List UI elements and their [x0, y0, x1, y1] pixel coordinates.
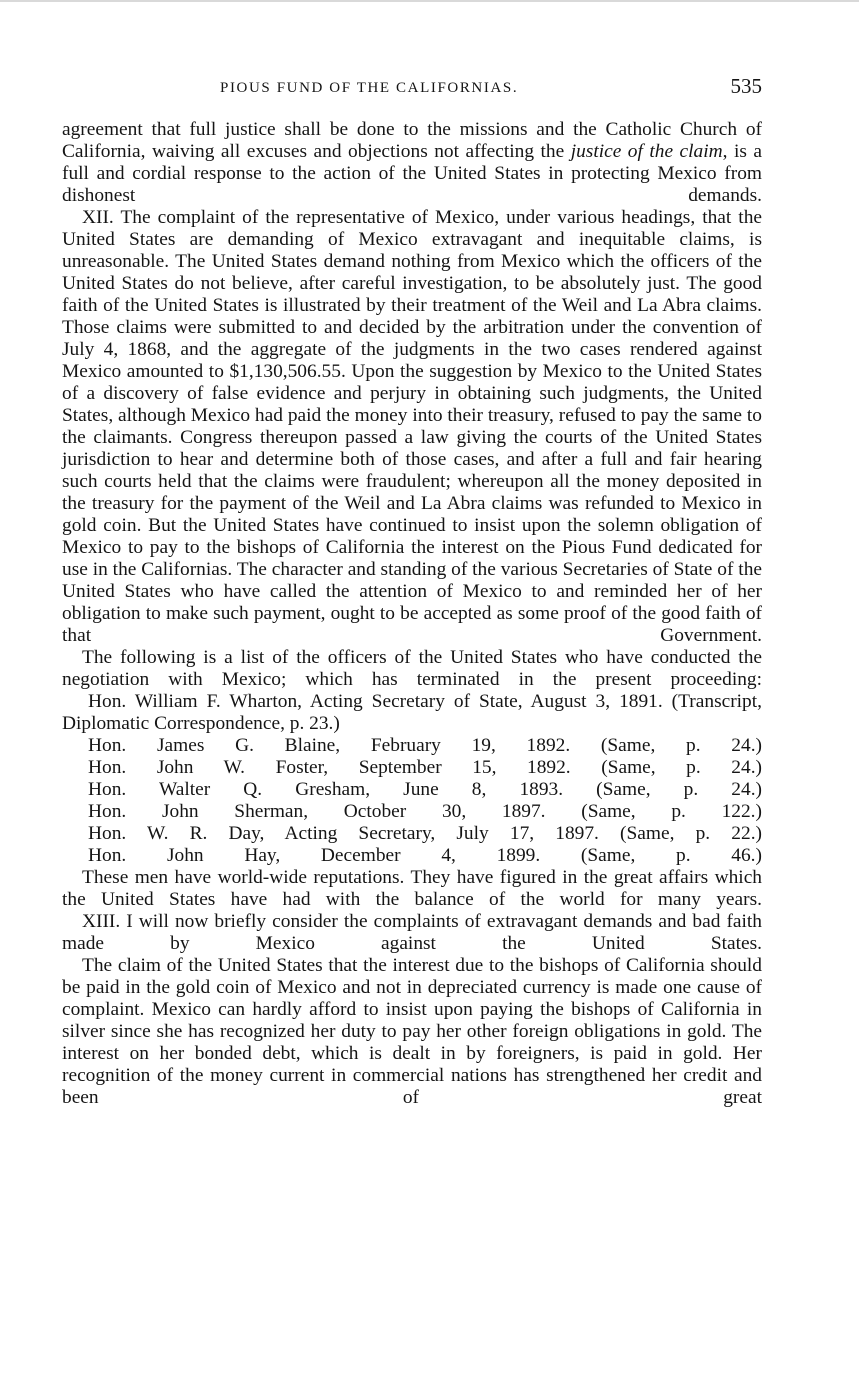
paragraph-reputations: These men have world-wide reputations. They have figured in the great affairs which the United States have had with the balance of the world for many years.	[62, 867, 762, 910]
officer-item: Hon. James G. Blaine, February 19, 1892. (Same, p. 24.)	[88, 735, 762, 756]
paragraph-continuation: agreement that full justice shall be done to the missions and the Catholic Church of California, waiving all excuses and objections not affecting the justice of the claim, is a full and cordial response to the action of the United States in protecting Mexico from dishonest demands.	[62, 119, 762, 206]
officer-item: Hon. William F. Wharton, Acting Secretary of State, August 3, 1891. (Transcript, Diplomatic Correspondence, p. 23.)	[62, 691, 762, 734]
officer-item: Hon. John W. Foster, September 15, 1892. (Same, p. 24.)	[88, 757, 762, 778]
officer-item: Hon. John Hay, December 4, 1899. (Same, p. 46.)	[88, 845, 762, 866]
paragraph-officers-intro: The following is a list of the officers of the United States who have conducted the negotiation with Mexico; which has terminated in the present proceeding:	[62, 647, 762, 690]
officer-item: Hon. John Sherman, October 30, 1897. (Same, p. 122.)	[88, 801, 762, 822]
body-text	[62, 119, 762, 1109]
page-header	[62, 76, 762, 106]
officer-item: Hon. W. R. Day, Acting Secretary, July 17, 1897. (Same, p. 22.)	[88, 823, 762, 844]
page-number: 535	[730, 74, 762, 98]
top-edge-line	[0, 0, 859, 2]
officer-item: Hon. Walter Q. Gresham, June 8, 1893. (Same, p. 24.)	[88, 779, 762, 800]
italic-phrase: justice of the claim	[570, 141, 723, 162]
running-title: PIOUS FUND OF THE CALIFORNIAS.	[220, 80, 519, 96]
officers-list	[62, 691, 762, 867]
paragraph-xiii: XIII. I will now briefly consider the complaints of extravagant demands and bad faith made by Mexico against the United States.	[62, 911, 762, 954]
paragraph-xii: XII. The complaint of the representative of Mexico, under various headings, that the United States are demanding of Mexico extravagant and inequitable claims, is unreasonable. The United States demand nothing from Mexico which the officers of the United States do not believe, after careful investigation, to be absolutely just. The good faith of the United States is illustrated by their treatment of the Weil and La Abra claims. Those claims were submitted to and decided by the arbitration under the convention of July 4, 1868, and the aggregate of the judgments in the two cases rendered against Mexico amounted to $1,130,506.55. Upon the suggestion by Mexico to the United States of a discovery of false evidence and perjury in obtaining such judgments, the United States, although Mexico had paid the money into their treasury, refused to pay the same to the claimants. Congress thereupon passed a law giving the courts of the United States jurisdiction to hear and determine both of those cases, and after a full and fair hearing such courts held that the claims were fraudulent; whereupon all the money deposited in the treasury for the payment of the Weil and La Abra claims was refunded to Mexico in gold coin. But the United States have continued to insist upon the solemn obligation of Mexico to pay to the bishops of California the interest on the Pious Fund dedicated for use in the Californias. The character and standing of the various Secretaries of State of the United States who have called the attention of Mexico to and reminded her of her obligation to make such payment, ought to be accepted as some proof of the good faith of that Government.	[62, 207, 762, 646]
paragraph-gold-coin: The claim of the United States that the interest due to the bishops of California should be paid in the gold coin of Mexico and not in depreciated currency is made one cause of complaint. Mexico can hardly afford to insist upon paying the bishops of California in silver since she has recognized her duty to pay her other foreign obligations in gold. The interest on her bonded debt, which is dealt in by foreigners, is paid in gold. Her recognition of the money current in commercial nations has strengthened her credit and been of great	[62, 955, 762, 1108]
